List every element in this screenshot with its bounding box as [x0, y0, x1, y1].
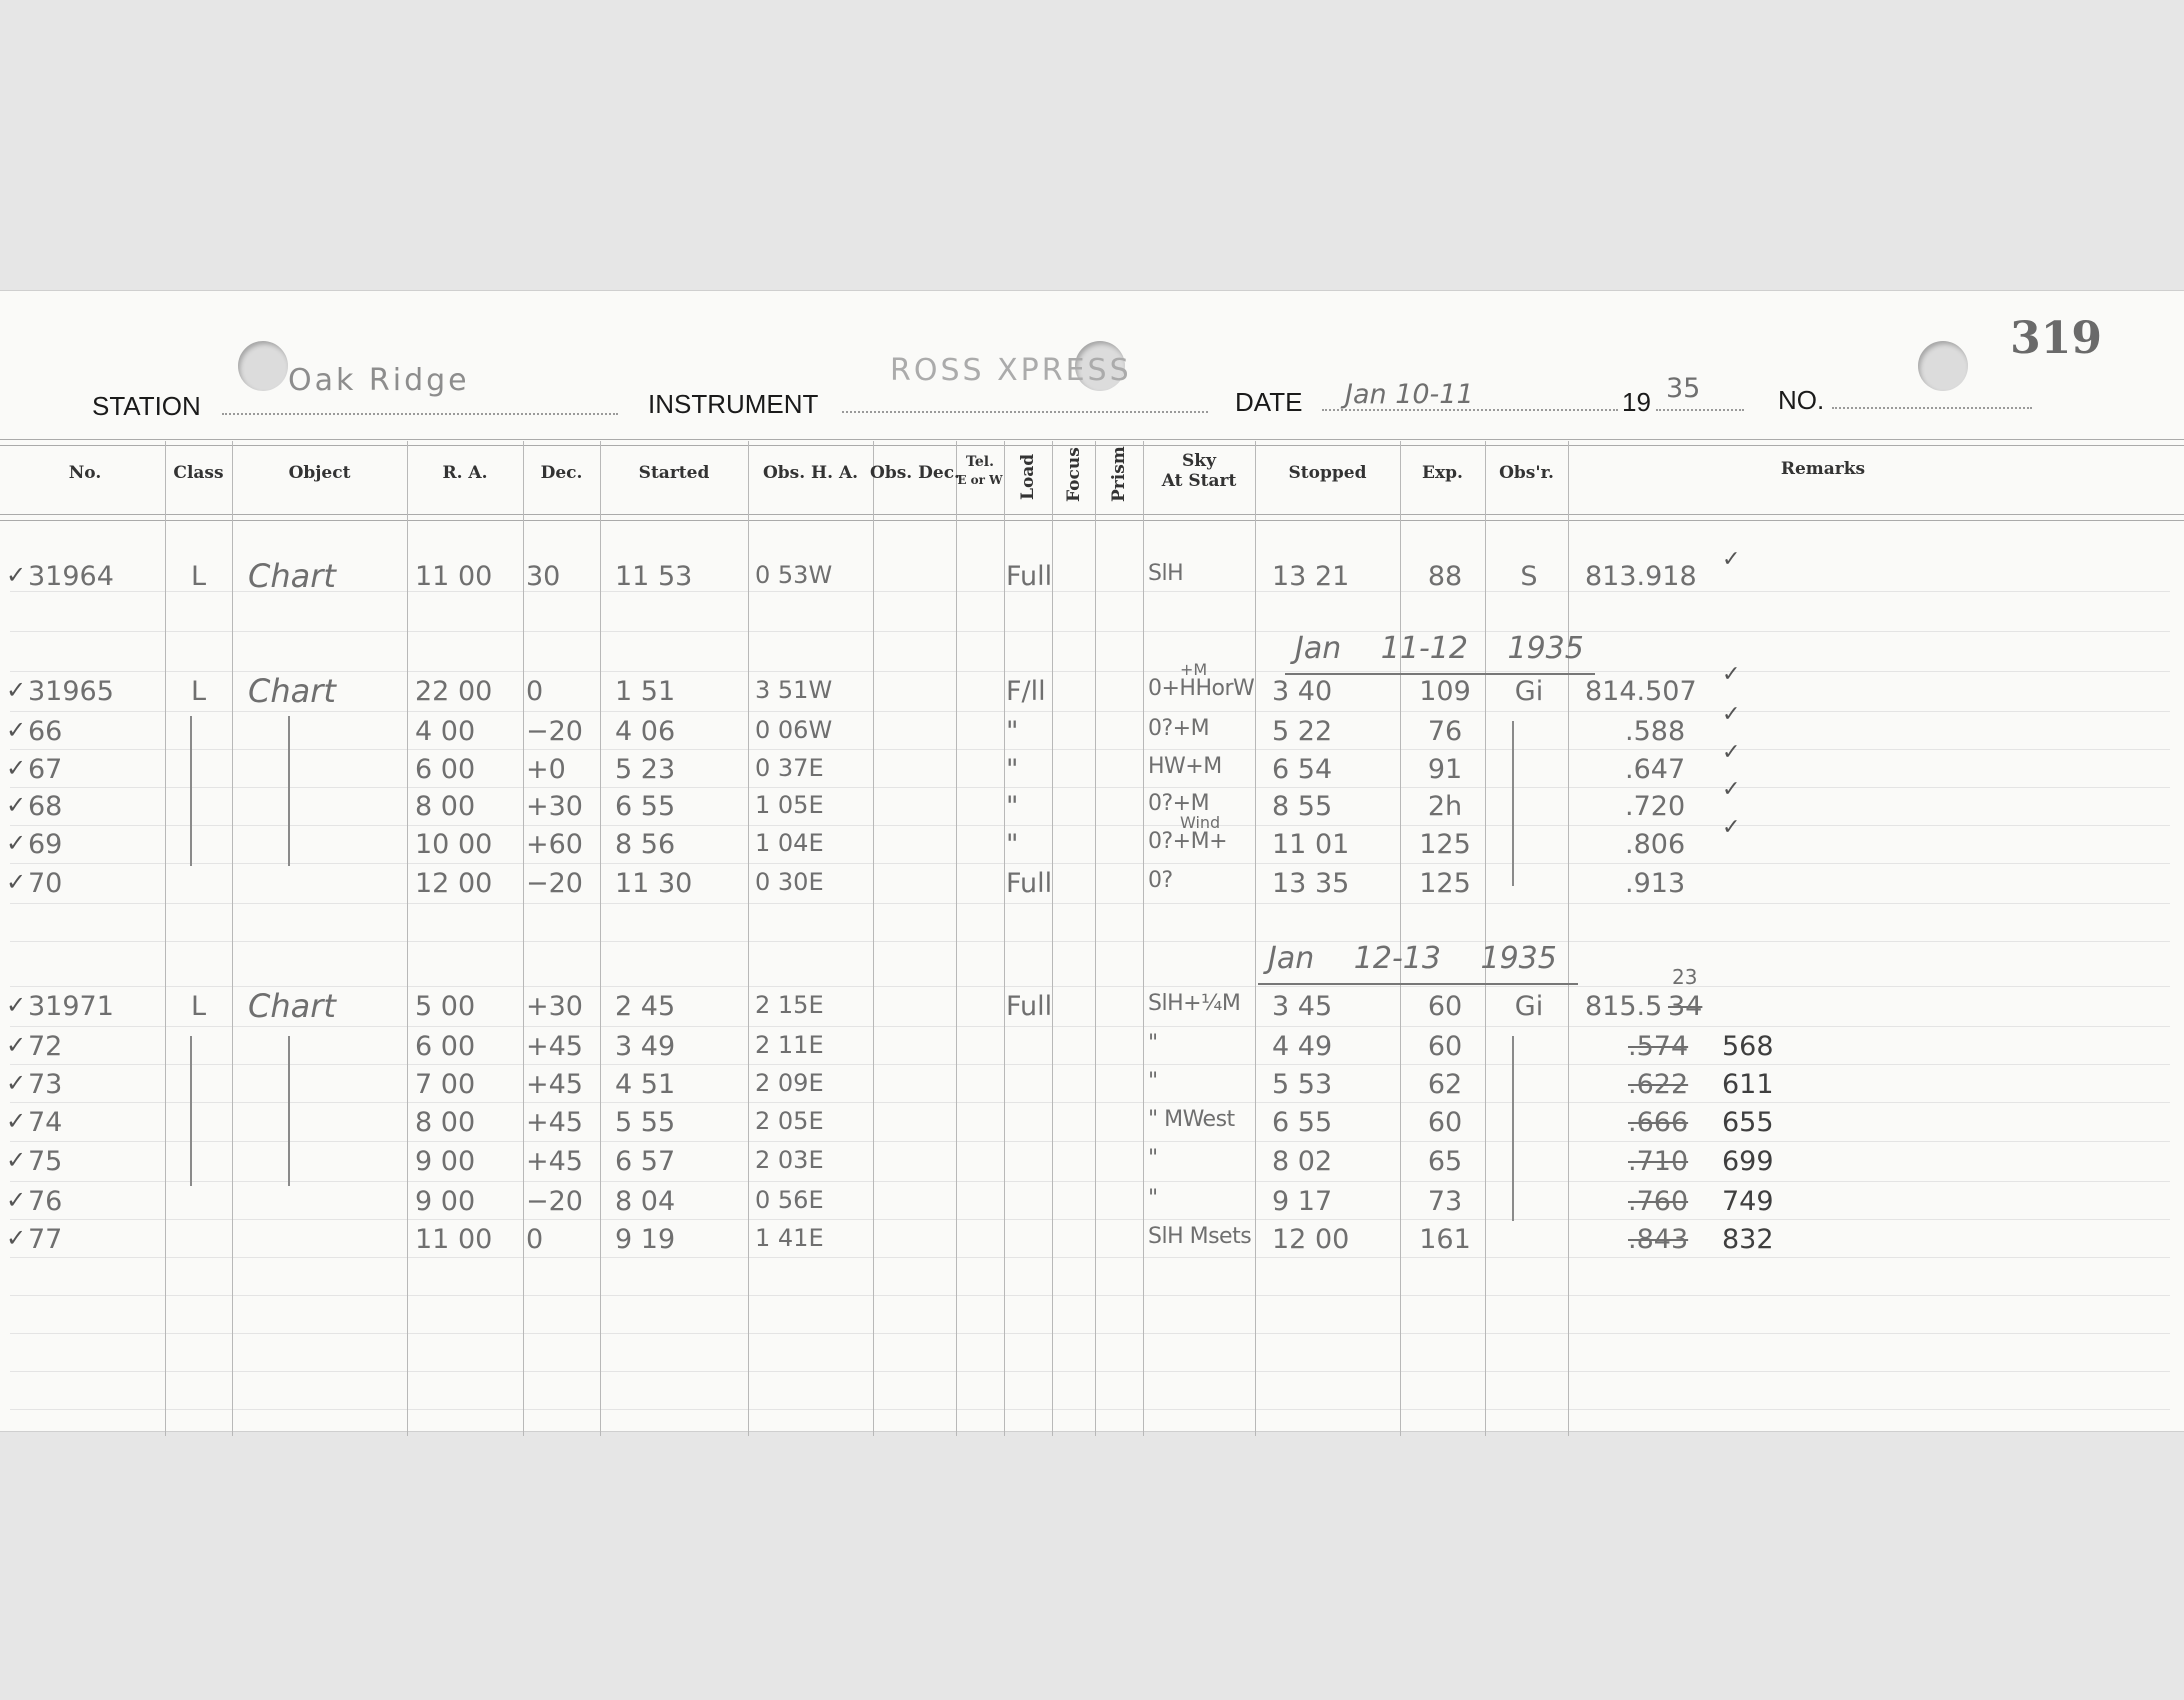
- sky-value: SlH: [1148, 561, 1184, 586]
- dec-value: 30: [526, 561, 561, 592]
- stopped-value: 5 22: [1272, 716, 1333, 747]
- stopped-value: 6 55: [1272, 1107, 1333, 1138]
- dec-value: +30: [526, 791, 583, 822]
- stopped-value: 9 17: [1272, 1186, 1333, 1217]
- col-header-started: Started: [638, 463, 710, 483]
- dec-value: +45: [526, 1146, 583, 1177]
- observer-value: Gi: [1514, 991, 1544, 1022]
- obs-ha-value: 0 30E: [755, 868, 824, 896]
- ra-value: 6 00: [415, 754, 476, 785]
- started-value: 8 56: [615, 829, 676, 860]
- ra-value: 9 00: [415, 1186, 476, 1217]
- sky-value: ": [1148, 1031, 1158, 1056]
- sky-note: +M: [1180, 660, 1208, 679]
- load-value: F/ll: [1006, 676, 1046, 707]
- plate-number: 77: [28, 1224, 63, 1255]
- punch-hole-right: [1918, 341, 1968, 391]
- dec-value: +45: [526, 1107, 583, 1138]
- row-rule: [10, 749, 2170, 750]
- object-value: Chart: [248, 672, 336, 710]
- object-value: Chart: [248, 987, 336, 1025]
- sky-value: ": [1148, 1069, 1158, 1094]
- row-rule: [10, 863, 2170, 864]
- col-header-object: Object: [288, 463, 351, 483]
- sky-value: " MWest: [1148, 1107, 1235, 1132]
- col-header-load: Load: [1018, 453, 1038, 500]
- remarks-corrected-value: 699: [1722, 1146, 1774, 1177]
- col-header-stopped: Stopped: [1288, 463, 1367, 483]
- plate-number: 70: [28, 868, 63, 899]
- remarks-check-mark: ✓: [1722, 740, 1741, 765]
- obs-ha-value: 2 03E: [755, 1146, 824, 1174]
- plate-number: 76: [28, 1186, 63, 1217]
- started-value: 8 04: [615, 1186, 676, 1217]
- load-value: Full: [1006, 561, 1053, 592]
- ra-value: 8 00: [415, 1107, 476, 1138]
- instrument-value: ROSS XPRESS: [890, 353, 1132, 388]
- obs-ha-value: 1 05E: [755, 791, 824, 819]
- row-rule: [10, 1257, 2170, 1258]
- plate-number: 74: [28, 1107, 63, 1138]
- obs-ha-value: 2 11E: [755, 1031, 824, 1059]
- load-value: ": [1006, 716, 1019, 747]
- dec-value: +60: [526, 829, 583, 860]
- ra-value: 11 00: [415, 1224, 493, 1255]
- remarks-check-mark: ✓: [1722, 662, 1741, 687]
- load-value: ": [1006, 829, 1019, 860]
- exposure-value: 125: [1419, 868, 1471, 899]
- obs-ha-value: 0 53W: [755, 561, 833, 589]
- started-value: 4 51: [615, 1069, 676, 1100]
- stopped-value: 12 00: [1272, 1224, 1350, 1255]
- ra-value: 9 00: [415, 1146, 476, 1177]
- date-label: DATE: [1235, 387, 1303, 417]
- stopped-value: 3 40: [1272, 676, 1333, 707]
- obs-ha-value: 1 41E: [755, 1224, 824, 1252]
- dec-value: +30: [526, 991, 583, 1022]
- check-mark: ✓: [6, 829, 27, 857]
- remarks-struck-value: .574: [1628, 1031, 1689, 1062]
- punch-hole-left: [238, 341, 288, 391]
- observer-value: S: [1520, 561, 1538, 592]
- date-note-jan-11-12: Jan 11-12 1935: [1295, 631, 1584, 666]
- date-value: Jan 10-11: [1345, 379, 1474, 410]
- load-value: ": [1006, 791, 1019, 822]
- remarks-corrected-value: 23: [1672, 965, 1698, 989]
- stopped-value: 4 49: [1272, 1031, 1333, 1062]
- row-rule: [10, 903, 2170, 904]
- remarks-struck-value: .710: [1628, 1146, 1689, 1177]
- class-value: L: [190, 991, 207, 1022]
- sky-value: 0?+M: [1148, 716, 1210, 741]
- row-rule: [10, 1295, 2170, 1296]
- check-mark: ✓: [6, 868, 27, 896]
- check-mark: ✓: [6, 1069, 27, 1097]
- exposure-value: 88: [1427, 561, 1463, 592]
- load-value: Full: [1006, 868, 1053, 899]
- plate-number: 66: [28, 716, 63, 747]
- started-value: 2 45: [615, 991, 676, 1022]
- remarks-value: .913: [1625, 868, 1686, 899]
- row-rule: [10, 787, 2170, 788]
- col-header-tel: Tel. E or W: [957, 454, 1003, 487]
- remarks-value: 813.918: [1585, 561, 1697, 592]
- ra-value: 7 00: [415, 1069, 476, 1100]
- started-value: 4 06: [615, 716, 676, 747]
- stopped-value: 13 21: [1272, 561, 1350, 592]
- remarks-value: .720: [1625, 791, 1686, 822]
- obs-ha-value: 1 04E: [755, 829, 824, 857]
- plate-number: 31971: [28, 991, 114, 1022]
- load-value: Full: [1006, 991, 1053, 1022]
- col-header-obs-dec: Obs. Dec.: [870, 463, 960, 483]
- col-header-prism: Prism: [1109, 446, 1129, 502]
- dec-value: 0: [526, 1224, 544, 1255]
- exposure-value: 109: [1419, 676, 1471, 707]
- started-value: 11 30: [615, 868, 693, 899]
- ra-value: 12 00: [415, 868, 493, 899]
- col-header-obsr: Obs'r.: [1499, 463, 1554, 483]
- plate-number: 72: [28, 1031, 63, 1062]
- plate-number: 68: [28, 791, 63, 822]
- sky-value: SlH Msets: [1148, 1224, 1252, 1249]
- remarks-value: 814.507: [1585, 676, 1697, 707]
- remarks-value: 815.5: [1585, 991, 1663, 1022]
- dec-value: +45: [526, 1031, 583, 1062]
- obs-ha-value: 0 37E: [755, 754, 824, 782]
- plate-number: 73: [28, 1069, 63, 1100]
- row-rule: [10, 1026, 2170, 1027]
- exposure-value: 65: [1427, 1146, 1463, 1177]
- obs-ha-value: 2 09E: [755, 1069, 824, 1097]
- ra-value: 4 00: [415, 716, 476, 747]
- col-header-dec: Dec.: [540, 463, 583, 483]
- started-value: 6 57: [615, 1146, 676, 1177]
- check-mark: ✓: [6, 716, 27, 744]
- row-rule: [10, 1333, 2170, 1334]
- check-mark: ✓: [6, 754, 27, 782]
- ra-value: 11 00: [415, 561, 493, 592]
- row-rule: [10, 1064, 2170, 1065]
- instrument-label: INSTRUMENT: [648, 389, 819, 419]
- exposure-value: 91: [1427, 754, 1463, 785]
- exposure-value: 62: [1427, 1069, 1463, 1100]
- remarks-value: .647: [1625, 754, 1686, 785]
- dec-value: −20: [526, 716, 583, 747]
- exposure-value: 60: [1427, 991, 1463, 1022]
- remarks-corrected-value: 568: [1722, 1031, 1774, 1062]
- station-label: STATION: [92, 391, 201, 421]
- exposure-value: 73: [1427, 1186, 1463, 1217]
- started-value: 11 53: [615, 561, 693, 592]
- plate-number: 31964: [28, 561, 114, 592]
- col-header-focus: Focus: [1064, 447, 1084, 502]
- check-mark: ✓: [6, 561, 27, 589]
- sky-value: 0?+M: [1148, 791, 1210, 816]
- sheet-number: 319: [2010, 313, 2102, 364]
- started-value: 3 49: [615, 1031, 676, 1062]
- sky-value: 0?+M+: [1148, 829, 1228, 854]
- stopped-value: 8 55: [1272, 791, 1333, 822]
- check-mark: ✓: [6, 1107, 27, 1135]
- sky-note: Wind: [1180, 813, 1221, 832]
- sky-value: SlH+¼M: [1148, 991, 1241, 1016]
- plate-number: 75: [28, 1146, 63, 1177]
- obs-ha-value: 0 56E: [755, 1186, 824, 1214]
- no-label: NO.: [1778, 385, 1825, 415]
- remarks-value: .806: [1625, 829, 1686, 860]
- stopped-value: 8 02: [1272, 1146, 1333, 1177]
- remarks-check-mark: ✓: [1722, 815, 1741, 840]
- row-rule: [10, 631, 2170, 632]
- ra-value: 6 00: [415, 1031, 476, 1062]
- plate-number: 69: [28, 829, 63, 860]
- remarks-check-mark: ✓: [1722, 702, 1741, 727]
- object-value: Chart: [248, 557, 336, 595]
- remarks-struck-value: .843: [1628, 1224, 1689, 1255]
- dec-value: +0: [526, 754, 566, 785]
- plate-number: 31965: [28, 676, 114, 707]
- check-mark: ✓: [6, 791, 27, 819]
- remarks-corrected-value: 749: [1722, 1186, 1774, 1217]
- class-value: L: [190, 561, 207, 592]
- started-value: 6 55: [615, 791, 676, 822]
- class-value: L: [190, 676, 207, 707]
- remarks-struck-value: .760: [1628, 1186, 1689, 1217]
- col-header-exp: Exp.: [1422, 463, 1463, 483]
- started-value: 9 19: [615, 1224, 676, 1255]
- exposure-value: 125: [1419, 829, 1471, 860]
- row-rule: [10, 1409, 2170, 1410]
- col-header-remarks: Remarks: [1780, 459, 1866, 479]
- ra-value: 8 00: [415, 791, 476, 822]
- stopped-value: 5 53: [1272, 1069, 1333, 1100]
- remarks-struck-value: 34: [1668, 991, 1703, 1022]
- row-rule: [10, 1141, 2170, 1142]
- obs-ha-value: 3 51W: [755, 676, 833, 704]
- obs-ha-value: 2 15E: [755, 991, 824, 1019]
- log-sheet: [0, 290, 2184, 1432]
- remarks-check-mark: ✓: [1722, 777, 1741, 802]
- col-header-ra: R. A.: [442, 463, 488, 483]
- check-mark: ✓: [6, 676, 27, 704]
- stopped-value: 3 45: [1272, 991, 1333, 1022]
- date-note-jan-12-13: Jan 12-13 1935: [1268, 941, 1557, 976]
- check-mark: ✓: [6, 1146, 27, 1174]
- row-rule: [10, 941, 2170, 942]
- obs-ha-value: 2 05E: [755, 1107, 824, 1135]
- dec-value: 0: [526, 676, 544, 707]
- ra-value: 22 00: [415, 676, 493, 707]
- started-value: 5 55: [615, 1107, 676, 1138]
- remarks-struck-value: .622: [1628, 1069, 1689, 1100]
- check-mark: ✓: [6, 991, 27, 1019]
- stopped-value: 13 35: [1272, 868, 1350, 899]
- check-mark: ✓: [6, 1224, 27, 1252]
- remarks-struck-value: .666: [1628, 1107, 1689, 1138]
- row-rule: [10, 1181, 2170, 1182]
- remarks-corrected-value: 832: [1722, 1224, 1774, 1255]
- ra-value: 5 00: [415, 991, 476, 1022]
- check-mark: ✓: [6, 1186, 27, 1214]
- sky-value: ": [1148, 1146, 1158, 1171]
- obs-ha-value: 0 06W: [755, 716, 833, 744]
- year-value: 35: [1666, 373, 1701, 404]
- dec-value: −20: [526, 1186, 583, 1217]
- col-header-class: Class: [173, 463, 224, 483]
- remarks-corrected-value: 655: [1722, 1107, 1774, 1138]
- station-value: Oak Ridge: [288, 363, 470, 398]
- sky-value: 0+HHorW: [1148, 676, 1255, 701]
- stopped-value: 6 54: [1272, 754, 1333, 785]
- col-header-no: No.: [68, 463, 102, 483]
- remarks-corrected-value: 611: [1722, 1069, 1774, 1100]
- col-header-sky: Sky At Start: [1161, 451, 1237, 491]
- exposure-value: 161: [1419, 1224, 1471, 1255]
- exposure-value: 60: [1427, 1031, 1463, 1062]
- row-rule: [10, 1102, 2170, 1103]
- dec-value: +45: [526, 1069, 583, 1100]
- observer-value: Gi: [1514, 676, 1544, 707]
- row-rule: [10, 1371, 2170, 1372]
- dec-value: −20: [526, 868, 583, 899]
- load-value: ": [1006, 754, 1019, 785]
- sky-value: 0?: [1148, 868, 1173, 893]
- year-prefix: 19: [1622, 387, 1651, 417]
- exposure-value: 60: [1427, 1107, 1463, 1138]
- started-value: 1 51: [615, 676, 676, 707]
- col-header-obs-ha: Obs. H. A.: [762, 463, 859, 483]
- sky-value: HW+M: [1148, 754, 1222, 779]
- ra-value: 10 00: [415, 829, 493, 860]
- row-rule: [10, 825, 2170, 826]
- exposure-value: 76: [1427, 716, 1463, 747]
- remarks-value: .588: [1625, 716, 1686, 747]
- row-rule: [10, 711, 2170, 712]
- sky-value: ": [1148, 1186, 1158, 1211]
- stopped-value: 11 01: [1272, 829, 1350, 860]
- remarks-check-mark: ✓: [1722, 547, 1741, 572]
- started-value: 5 23: [615, 754, 676, 785]
- plate-number: 67: [28, 754, 63, 785]
- exposure-value: 2h: [1427, 791, 1463, 822]
- row-rule: [10, 1219, 2170, 1220]
- check-mark: ✓: [6, 1031, 27, 1059]
